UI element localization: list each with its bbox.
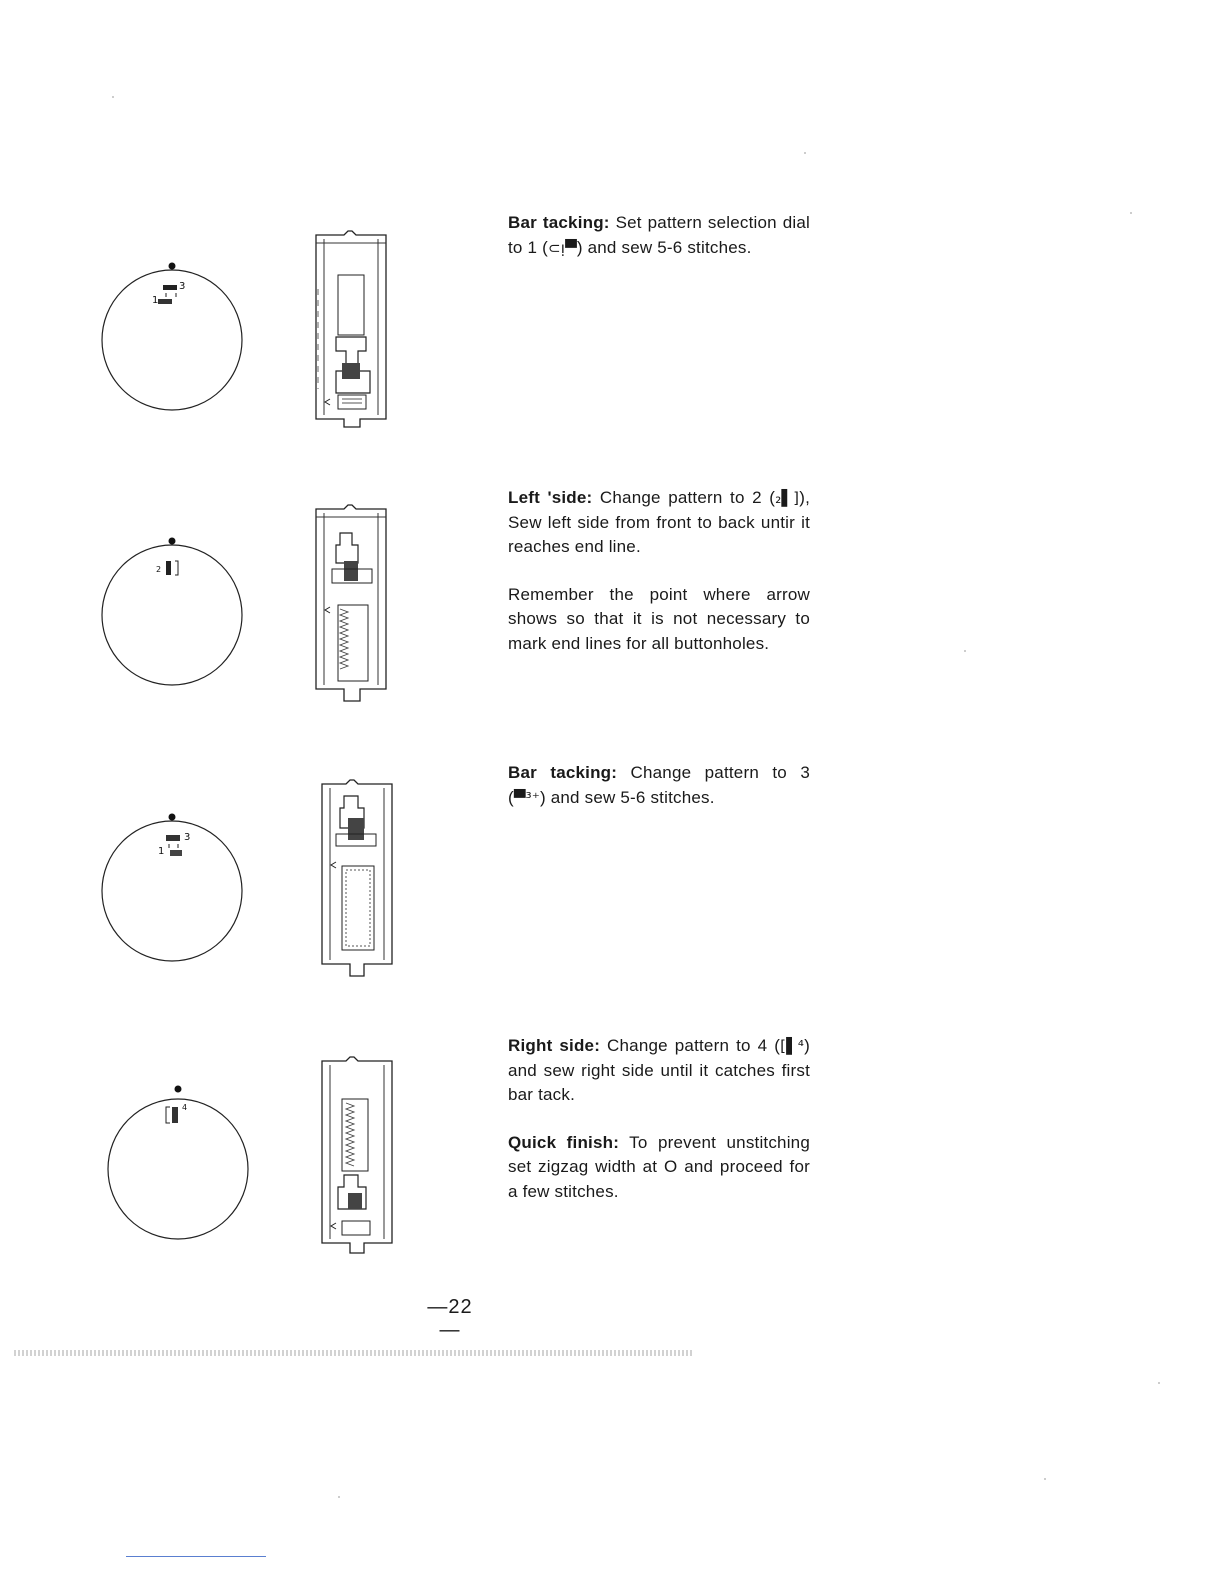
blue-rule — [126, 1556, 266, 1557]
step-text — [508, 1034, 810, 1227]
step-note — [508, 1131, 810, 1205]
dial-mark-4: 4 — [182, 1103, 188, 1112]
scan-speck — [804, 152, 806, 154]
presser-foot-illustration — [308, 503, 398, 703]
dial-mark-3: 3 — [184, 832, 191, 843]
dial-icon — [96, 1085, 252, 1241]
pattern-dial-illustration — [96, 537, 252, 687]
pattern-symbol: [▌⁴ — [780, 1037, 805, 1055]
step-body: Change pattern to 3 ( — [508, 763, 810, 807]
scan-speck — [112, 96, 114, 98]
step-paragraph — [508, 1034, 810, 1108]
step-paragraph — [508, 211, 810, 260]
pattern-symbol: ₂▌] — [775, 489, 800, 507]
step-heading: Bar tacking: — [508, 213, 610, 232]
dial-mark-3: 3 — [179, 281, 186, 292]
scan-speck — [1130, 212, 1132, 214]
step-body: Change pattern to 2 ( — [592, 488, 776, 507]
scan-artifact-line — [14, 1350, 694, 1356]
pattern-dial-illustration — [96, 813, 252, 963]
step-heading: Left 'side: — [508, 488, 593, 507]
step-paragraph — [508, 761, 810, 810]
scan-speck — [1158, 1382, 1160, 1384]
pattern-dial-illustration — [96, 1085, 252, 1235]
note-heading: Quick finish: — [508, 1132, 620, 1152]
buttonhole-foot-icon — [308, 503, 398, 703]
step-text — [508, 211, 810, 283]
step-text — [508, 486, 810, 679]
dial-mark-2: 2 — [156, 565, 162, 574]
scan-speck — [1044, 1478, 1046, 1480]
dial-icon — [96, 813, 252, 969]
step-body: Set pattern selection dial to 1 ( — [508, 213, 811, 257]
scan-speck — [338, 1496, 340, 1498]
page-number: —22— — [427, 1296, 473, 1341]
presser-foot-illustration — [308, 778, 398, 978]
step-body-end: ), Sew left side from front to back untir it reaches end line. — [508, 488, 810, 556]
pattern-symbol: ▀³⁺ — [513, 788, 540, 807]
step-body-end: ) and sew 5-6 stitches. — [576, 237, 752, 257]
step-note: Remember the point where arrow shows so that it is not necessary to mark end lines for all buttonholes. — [508, 584, 810, 653]
pattern-symbol: ⊂ᴉ▀ — [547, 238, 577, 257]
presser-foot-illustration — [308, 229, 398, 429]
step-body: Change pattern to 4 ( — [600, 1036, 781, 1055]
pattern-dial-illustration — [96, 262, 252, 412]
buttonhole-foot-icon — [308, 778, 398, 978]
step-heading: Right side: — [508, 1036, 601, 1055]
dial-mark-1: 1 — [152, 295, 159, 306]
dial-icon — [96, 262, 252, 418]
presser-foot-illustration — [308, 1055, 398, 1255]
scan-speck — [964, 650, 966, 652]
buttonhole-foot-icon — [308, 1055, 398, 1255]
step-body-end: ) and sew 5-6 stitches. — [539, 787, 715, 807]
note-body: To prevent unstitching set zigzag width at O and proceed for a few stitches. — [508, 1132, 810, 1201]
step-heading: Bar tacking: — [508, 763, 618, 782]
step-paragraph — [508, 486, 810, 560]
dial-mark-1: 1 — [158, 846, 165, 857]
step-text — [508, 761, 810, 833]
buttonhole-foot-icon — [308, 229, 398, 429]
dial-icon — [96, 537, 252, 693]
step-body-end: ) and sew right side until it catches first bar tack. — [508, 1036, 810, 1104]
